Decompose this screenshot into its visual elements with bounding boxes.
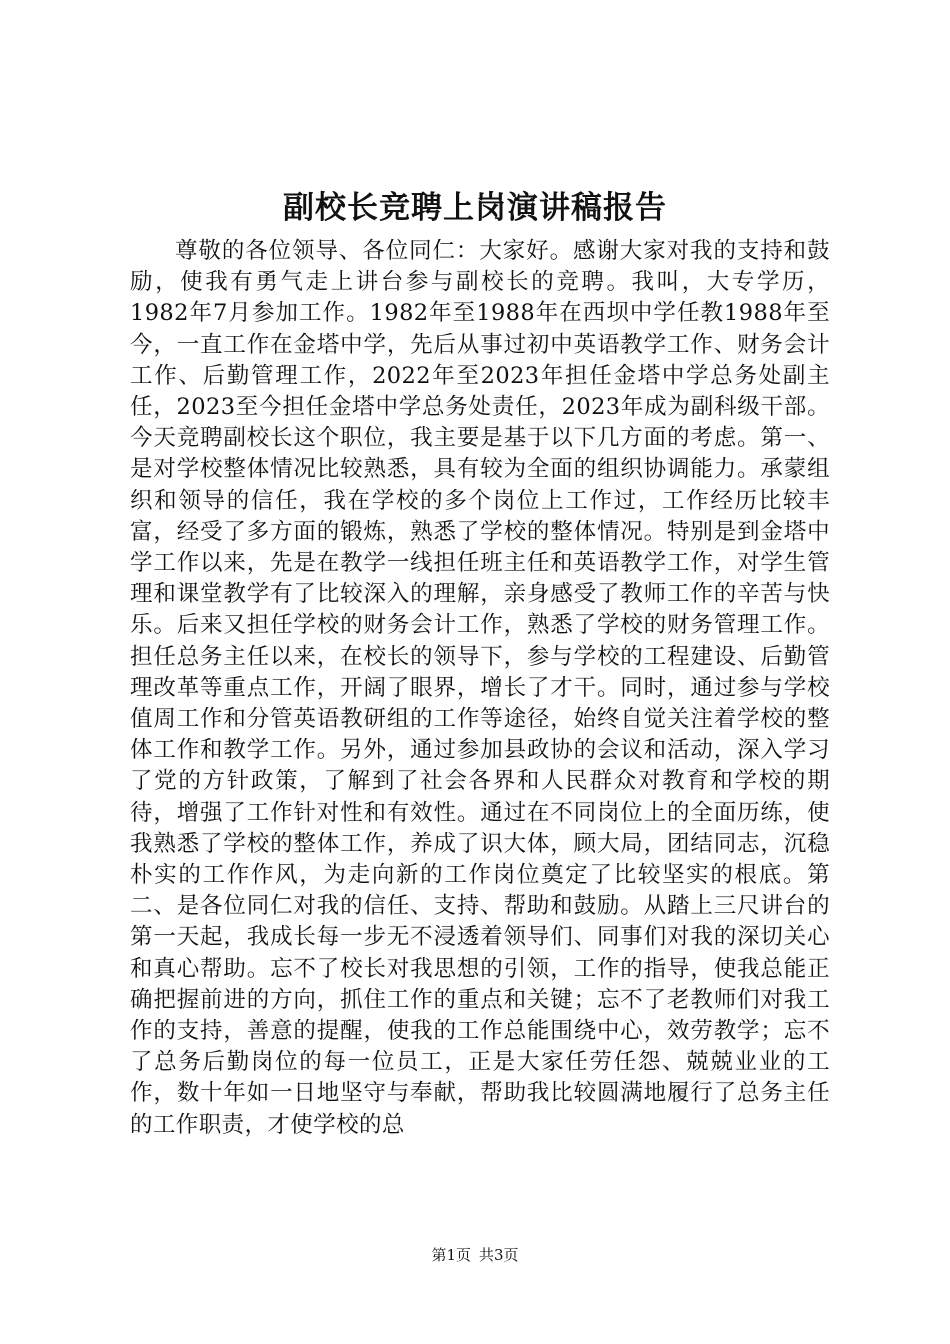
document-body-paragraph: 尊敬的各位领导、各位同仁：大家好。感谢大家对我的支持和鼓励，使我有勇气走上讲台参与副校长的竞聘。我叫，大专学历，1982年7月参加工作。1982年至1988年在西坝中学任教1988年至今，一直工作在金塔中学，先后从事过初中英语教学工作、财务会计工作、后勤管理工作，2022年至2023年担任金塔中学总务处副主任，2023至今担任金塔中学总务处责任，2023年成为副科级干部。今天竞聘副校长这个职位，我主要是基于以下几方面的考虑。第一、是对学校整体情况比较熟悉，具有较为全面的组织协调能力。承蒙组织和领导的信任，我在学校的多个岗位上工作过，工作经历比较丰富，经受了多方面的锻炼，熟悉了学校的整体情况。特别是到金塔中学工作以来，先是在教学一线担任班主任和英语教学工作，对学生管理和课堂教学有了比较深入的理解，亲身感受了教师工作的辛苦与快乐。后来又担任学校的财务会计工作，熟悉了学校的财务管理工作。担任总务主任以来，在校长的领导下，参与学校的工程建设、后勤管理改革等重点工作，开阔了眼界，增长了才干。同时，通过参与学校值周工作和分管英语教研组的工作等途径，始终自觉关注着学校的整体工作和教学工作。另外，通过参加县政协的会议和活动，深入学习了党的方针政策，了解到了社会各界和人民群众对教育和学校的期待，增强了工作针对性和有效性。通过在不同岗位上的全面历练，使我熟悉了学校的整体工作，养成了识大体，顾大局，团结同志，沉稳朴实的工作作风，为走向新的工作岗位奠定了比较坚实的根底。第二、是各位同仁对我的信任、支持、帮助和鼓励。从踏上三尺讲台的第一天起，我成长每一步无不浸透着领导们、同事们对我的深切关心和真心帮助。忘不了校长对我思想的引领，工作的指导，使我总能正确把握前进的方向，抓住工作的重点和关键；忘不了老教师们对我工作的支持，善意的提醒，使我的工作总能围绕中心，效劳教学；忘不了总务后勤岗位的每一位员工，正是大家任劳任怨、兢兢业业的工作，数十年如一日地坚守与奉献，帮助我比较圆满地履行了总务主任的工作职责，才使学校的总 bbox=[130, 238, 830, 1138]
document-title: 副校长竞聘上岗演讲稿报告 bbox=[283, 190, 667, 226]
page-number: 第1页 bbox=[431, 1246, 471, 1264]
page-total: 共3页 bbox=[479, 1246, 519, 1264]
page-footer bbox=[0, 1244, 950, 1266]
